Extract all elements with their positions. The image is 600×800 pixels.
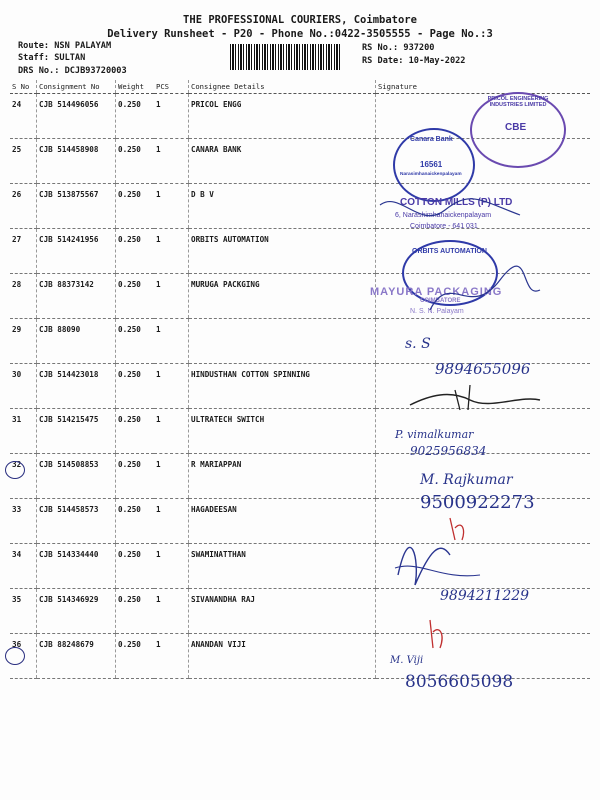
row-consignment-no: CJB 88090 <box>37 319 116 364</box>
staff-label: Staff: SULTAN <box>18 53 86 63</box>
row-weight: 0.250 <box>116 274 155 319</box>
row-weight: 0.250 <box>116 184 155 229</box>
cotton-mills-addr2: Coimbatore - 641 031 <box>410 223 478 230</box>
row-sno: 35 <box>10 589 37 634</box>
col-pcs: PCS <box>154 80 189 94</box>
name-r31: P. vimalkumar <box>395 428 474 441</box>
row-sno: 26 <box>10 184 37 229</box>
row-weight: 0.250 <box>116 319 155 364</box>
row-weight: 0.250 <box>116 589 155 634</box>
row-consignee: PRICOL ENGG <box>189 94 376 139</box>
row-consignee: SIVANANDHA RAJ <box>189 589 376 634</box>
row-consignment-no: CJB 88248679 <box>37 634 116 679</box>
row-sno: 25 <box>10 139 37 184</box>
signature-stroke-r26 <box>380 199 520 216</box>
row-consignment-no: CJB 514346929 <box>37 589 116 634</box>
row-consignee: ULTRATECH SWITCH <box>189 409 376 454</box>
row-weight: 0.250 <box>116 229 155 274</box>
row-consignment-no: CJB 514458573 <box>37 499 116 544</box>
col-consignee: Consignee Details <box>189 80 376 94</box>
row-weight: 0.250 <box>116 499 155 544</box>
row-pcs: 1 <box>154 274 189 319</box>
row-consignee: ORBITS AUTOMATION <box>189 229 376 274</box>
row-consignment-no: CJB 514215475 <box>37 409 116 454</box>
canara-stamp-branch: Narasimhanaickenpalayam <box>400 172 462 177</box>
row-pcs: 1 <box>154 589 189 634</box>
row-sno: 27 <box>10 229 37 274</box>
row-consignee: HAGADEESAN <box>189 499 376 544</box>
phone-r32: 9500922273 <box>420 492 535 513</box>
row-pcs: 1 <box>154 94 189 139</box>
name-r32: M. Rajkumar <box>420 472 513 488</box>
runsheet-title: Delivery Runsheet - P20 - Phone No.:0422-3505555 - Page No.:3 <box>107 28 493 40</box>
row-pcs: 1 <box>154 634 189 679</box>
row-consignment-no: CJB 514508853 <box>37 454 116 499</box>
phone-r34: 9894211229 <box>440 588 530 604</box>
col-consignment: Consignment No <box>37 80 116 94</box>
row-pcs: 1 <box>154 499 189 544</box>
signature-r29: s. S <box>405 336 431 352</box>
cotton-mills-addr1: 6, Narashimhanaickenpalayam <box>395 212 492 219</box>
row-sno: 28 <box>10 274 37 319</box>
mayura-stamp-addr: N. S. N. Palayam <box>410 308 464 315</box>
row-consignment-no: CJB 514458908 <box>37 139 116 184</box>
mayura-stamp-city: COIMBATORE <box>420 298 461 304</box>
row-pcs: 1 <box>154 139 189 184</box>
row-sno: 34 <box>10 544 37 589</box>
row-consignment-no: CJB 514423018 <box>37 364 116 409</box>
col-sno: S No <box>10 80 37 94</box>
row-sno: 29 <box>10 319 37 364</box>
col-weight: Weight <box>116 80 155 94</box>
row-consignment-no: CJB 513875567 <box>37 184 116 229</box>
mayura-stamp: MAYURA PACKAGING <box>370 286 503 298</box>
row-pcs: 1 <box>154 544 189 589</box>
signature-stroke-r30 <box>410 395 540 405</box>
row-consignee: ANANDAN VIJI <box>189 634 376 679</box>
phone-r36: 8056605098 <box>405 672 514 692</box>
row-consignee: D B V <box>189 184 376 229</box>
pricol-stamp-text: PRICOL ENGINEERING INDUSTRIES LIMITED <box>487 96 549 108</box>
signature-stroke-r28 <box>430 266 540 310</box>
row-weight: 0.250 <box>116 94 155 139</box>
canara-stamp-name: Canara Bank <box>410 136 453 143</box>
canara-stamp-code: 16561 <box>420 160 443 169</box>
row-consignment-no: CJB 88373142 <box>37 274 116 319</box>
sno-circle-32 <box>5 461 25 479</box>
company-title: THE PROFESSIONAL COURIERS, Coimbatore <box>183 14 417 26</box>
row-sno: 24 <box>10 94 37 139</box>
cotton-mills-stamp: COTTON MILLS (P) LTD <box>400 197 513 208</box>
row-sno: 33 <box>10 499 37 544</box>
row-consignee: HINDUSTHAN COTTON SPINNING <box>189 364 376 409</box>
row-sno: 36 <box>10 634 37 679</box>
phone-r31: 9025956834 <box>410 444 487 458</box>
row-weight: 0.250 <box>116 454 155 499</box>
row-sno: 30 <box>10 364 37 409</box>
row-pcs: 1 <box>154 229 189 274</box>
sno-circle-36 <box>5 647 25 665</box>
orbits-stamp-text: ORBITS AUTOMATION <box>412 248 487 255</box>
row-weight: 0.250 <box>116 634 155 679</box>
row-weight: 0.250 <box>116 409 155 454</box>
phone-r29: 9894655096 <box>435 360 531 378</box>
row-consignee: MURUGA PACKGING <box>189 274 376 319</box>
row-consignee: R MARIAPPAN <box>189 454 376 499</box>
row-weight: 0.250 <box>116 544 155 589</box>
row-pcs: 1 <box>154 409 189 454</box>
drs-label: DRS No.: DCJB93720003 <box>18 66 127 76</box>
row-pcs: 1 <box>154 184 189 229</box>
row-weight: 0.250 <box>116 364 155 409</box>
row-consignee: SWAMINATTHAN <box>189 544 376 589</box>
row-consignment-no: CJB 514241956 <box>37 229 116 274</box>
row-sno: 32 <box>10 454 37 499</box>
row-pcs: 1 <box>154 319 189 364</box>
row-pcs: 1 <box>154 364 189 409</box>
row-pcs: 1 <box>154 454 189 499</box>
row-sno: 31 <box>10 409 37 454</box>
name-r36: M. Viji <box>390 655 424 666</box>
row-consignment-no: CJB 514496056 <box>37 94 116 139</box>
row-consignment-no: CJB 514334440 <box>37 544 116 589</box>
rs-number: RS No.: 937200 <box>362 43 435 53</box>
row-consignee: CANARA BANK <box>189 139 376 184</box>
rs-date: RS Date: 10-May-2022 <box>362 56 466 66</box>
row-weight: 0.250 <box>116 139 155 184</box>
route-label: Route: NSN PALAYAM <box>18 41 112 51</box>
pricol-stamp-center: CBE <box>505 122 527 133</box>
col-signature: Signature <box>376 80 591 94</box>
